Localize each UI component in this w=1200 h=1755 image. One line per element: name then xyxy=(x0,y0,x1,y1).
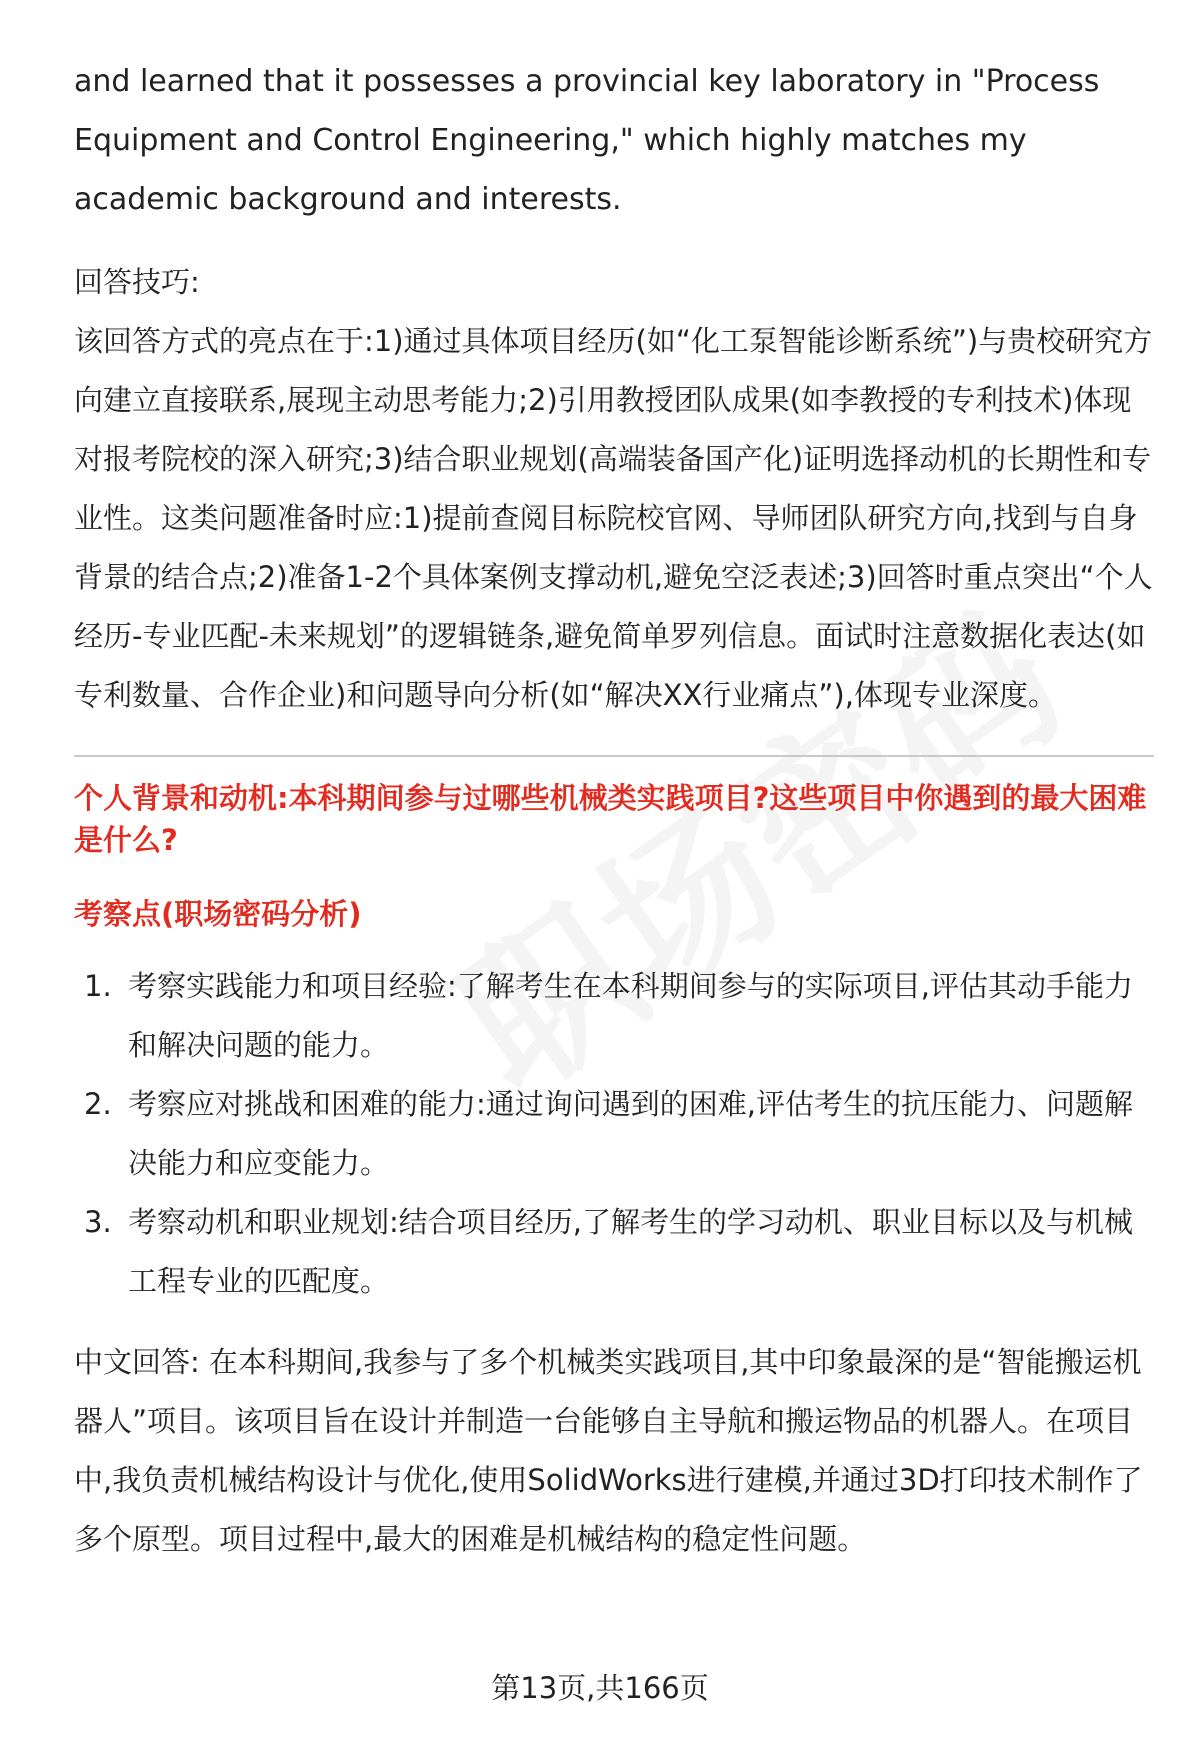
page-content xyxy=(74,52,1154,1569)
list-item-text: 考察实践能力和项目经验:了解考生在本科期间参与的实际项目,评估其动手能力和解决问题的能力。 xyxy=(128,969,1133,1062)
list-item-number: 3. xyxy=(84,1205,112,1239)
section-divider xyxy=(74,755,1154,757)
chinese-answer-paragraph: 中文回答: 在本科期间,我参与了多个机械类实践项目,其中印象最深的是“智能搬运机器人”项目。该项目旨在设计并制造一台能够自主导航和搬运物品的机器人。在项目中,我负责机械结构设计与优化,使用SolidWorks进行建模,并通过3D打印技术制作了多个原型。项目过程中,最大的困难是机械结构的稳定性问题。 xyxy=(74,1345,1143,1556)
page-number-footer: 第13页,共166页 xyxy=(491,1671,709,1705)
tips-body: 该回答方式的亮点在于:1)通过具体项目经历(如“化工泵智能诊断系统”)与贵校研究方向建立直接联系,展现主动思考能力;2)引用教授团队成果(如李教授的专利技术)体现对报考院校的深入研究;3)结合职业规划(高端装备国产化)证明选择动机的长期性和专业性。这类问题准备时应:1)提前查阅目标院校官网、导师团队研究方向,找到与自身背景的结合点;2)准备1-2个具体案例支撑动机,避免空泛表述;3)回答时重点突出“个人经历-专业匹配-未来规划”的逻辑链条,避免简单罗列信息。面试时注意数据化表达(如专利数量、合作企业)和问题导向分析(如“解决XX行业痛点”),体现专业深度。 xyxy=(74,324,1153,712)
list-item xyxy=(74,1075,1154,1193)
list-item-number: 2. xyxy=(84,1087,112,1121)
list-item xyxy=(74,1193,1154,1311)
intro-english-paragraph: and learned that it possesses a provincial key laboratory in "Process Equipment and Control Engineering," which highly matches my academic background and interests. xyxy=(74,64,1100,217)
question-heading: 个人背景和动机:本科期间参与过哪些机械类实践项目?这些项目中你遇到的最大困难是什么? xyxy=(74,781,1147,857)
exam-points-list xyxy=(74,957,1154,1311)
list-item xyxy=(74,957,1154,1075)
tips-title: 回答技巧: xyxy=(74,265,200,299)
list-item-text: 考察应对挑战和困难的能力:通过询问遇到的困难,评估考生的抗压能力、问题解决能力和应变能力。 xyxy=(128,1087,1133,1180)
list-item-text: 考察动机和职业规划:结合项目经历,了解考生的学习动机、职业目标以及与机械工程专业的匹配度。 xyxy=(128,1205,1133,1298)
exam-points-heading: 考察点(职场密码分析) xyxy=(74,897,362,931)
list-item-number: 1. xyxy=(84,969,112,1003)
